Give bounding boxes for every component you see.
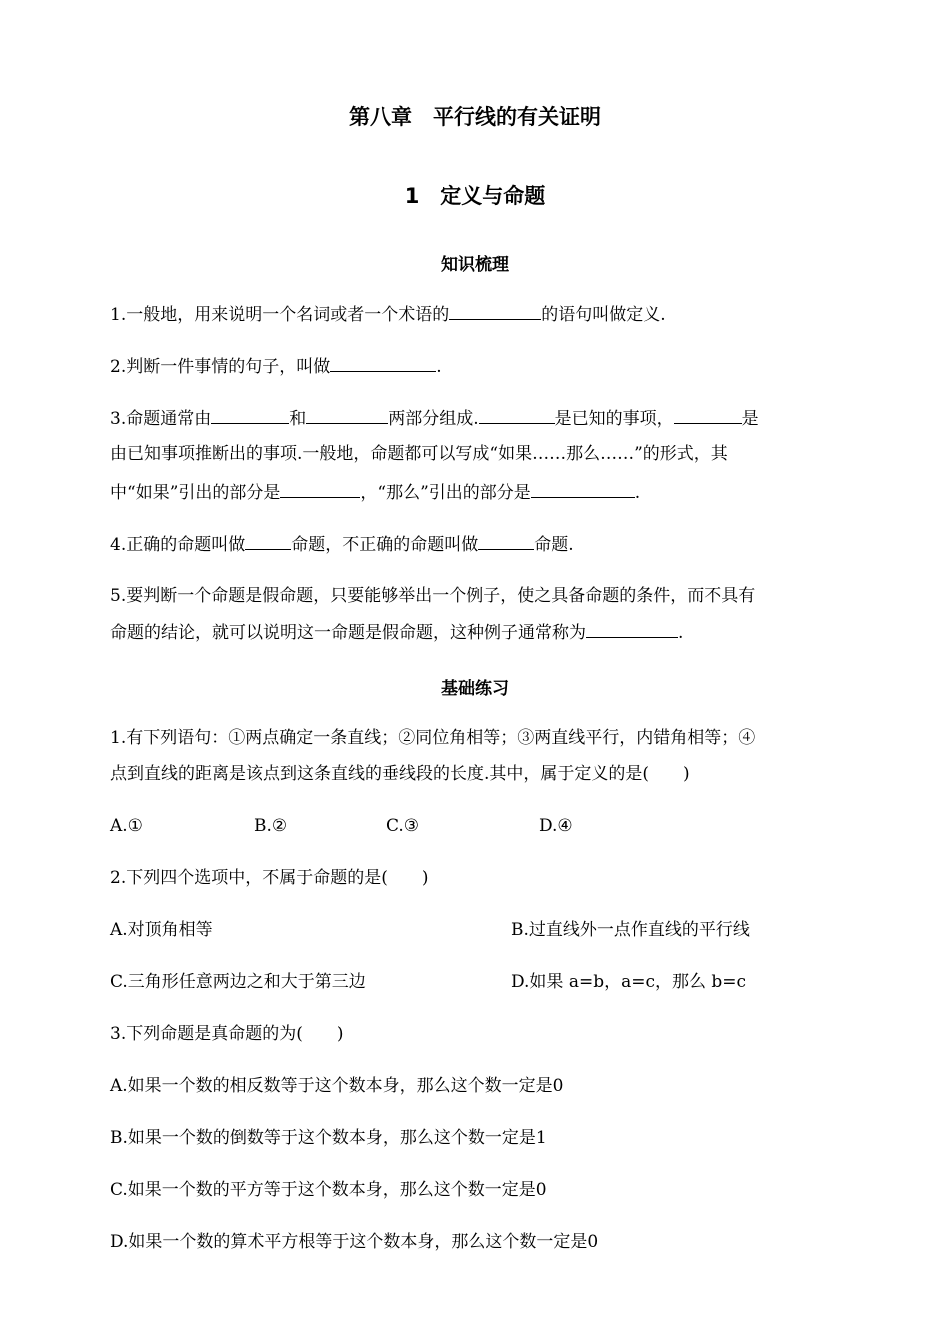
fill-blank[interactable] bbox=[479, 406, 555, 424]
knowledge-q2 bbox=[110, 354, 840, 379]
q4-text: 命题，不正确的命题叫做 bbox=[291, 535, 479, 555]
fill-blank[interactable] bbox=[280, 480, 360, 498]
practice-q1-line1: 1.有下列语句：①两点确定一条直线；②同位角相等；③两直线平行，内错角相等；④ bbox=[110, 728, 756, 748]
option-d[interactable]: D.④ bbox=[539, 816, 573, 836]
option-c[interactable]: C.③ bbox=[386, 816, 420, 836]
fill-blank[interactable] bbox=[245, 532, 291, 550]
option-d[interactable]: D.如果 a=b，a=c，那么 b=c bbox=[511, 972, 747, 992]
option-c[interactable]: C.如果一个数的平方等于这个数本身，那么这个数一定是0 bbox=[110, 1180, 547, 1200]
fill-blank[interactable] bbox=[586, 620, 678, 638]
option-a[interactable]: A.① bbox=[110, 816, 143, 836]
practice-q3-stem: 3.下列命题是真命题的为( ) bbox=[110, 1024, 344, 1044]
fill-blank[interactable] bbox=[449, 302, 541, 320]
knowledge-q3-line2: 由已知事项推断出的事项.一般地，命题都可以写成“如果……那么……”的形式，其 bbox=[110, 444, 728, 464]
fill-blank[interactable] bbox=[478, 532, 534, 550]
knowledge-q3-line1 bbox=[110, 406, 840, 431]
q1-text-b: 的语句叫做定义. bbox=[541, 305, 666, 325]
q4-text: 4.正确的命题叫做 bbox=[110, 535, 246, 555]
option-b[interactable]: B.② bbox=[254, 816, 288, 836]
q3-text: 两部分组成. bbox=[388, 409, 479, 429]
fill-blank[interactable] bbox=[674, 406, 742, 424]
practice-q2-stem: 2.下列四个选项中，不属于命题的是( ) bbox=[110, 868, 429, 888]
q3-text: . bbox=[634, 483, 641, 503]
q5-text: 命题的结论，就可以说明这一命题是假命题，这种例子通常称为 bbox=[110, 623, 586, 643]
q5-text: . bbox=[678, 623, 684, 643]
q3-text: 中“如果”引出的部分是 bbox=[110, 483, 281, 503]
q3-text: 和 bbox=[289, 409, 307, 429]
q4-text: 命题. bbox=[534, 535, 574, 555]
section-heading-practice: 基础练习 bbox=[441, 679, 509, 699]
q3-text: 是 bbox=[741, 409, 759, 429]
section-heading-knowledge: 知识梳理 bbox=[441, 255, 509, 275]
knowledge-q4 bbox=[110, 532, 840, 557]
chapter-title: 第八章 平行线的有关证明 bbox=[349, 105, 601, 129]
option-d[interactable]: D.如果一个数的算术平方根等于这个数本身，那么这个数一定是0 bbox=[110, 1232, 599, 1252]
option-b[interactable]: B.过直线外一点作直线的平行线 bbox=[511, 920, 750, 940]
lesson-title: 1 定义与命题 bbox=[404, 184, 546, 208]
q2-text-a: 2.判断一件事情的句子，叫做 bbox=[110, 357, 331, 377]
option-b[interactable]: B.如果一个数的倒数等于这个数本身，那么这个数一定是1 bbox=[110, 1128, 547, 1148]
knowledge-q3-line3 bbox=[110, 480, 840, 505]
fill-blank[interactable] bbox=[211, 406, 289, 424]
q3-text: 是已知的事项， bbox=[554, 409, 674, 429]
fill-blank[interactable] bbox=[306, 406, 388, 424]
knowledge-q1 bbox=[110, 302, 840, 327]
knowledge-q5-line1: 5.要判断一个命题是假命题，只要能够举出一个例子，使之具备命题的条件，而不具有 bbox=[110, 586, 756, 606]
knowledge-q5-line2 bbox=[110, 620, 840, 645]
practice-q1-line2: 点到直线的距离是该点到这条直线的垂线段的长度.其中，属于定义的是( ) bbox=[110, 764, 690, 784]
option-a[interactable]: A.对顶角相等 bbox=[110, 920, 213, 940]
q3-text: ，“那么”引出的部分是 bbox=[360, 483, 531, 503]
q1-text-a: 1.一般地，用来说明一个名词或者一个术语的 bbox=[110, 305, 450, 325]
q3-text: 3.命题通常由 bbox=[110, 409, 212, 429]
fill-blank[interactable] bbox=[330, 354, 436, 372]
option-a[interactable]: A.如果一个数的相反数等于这个数本身，那么这个数一定是0 bbox=[110, 1076, 564, 1096]
fill-blank[interactable] bbox=[531, 480, 635, 498]
q2-text-b: . bbox=[436, 357, 442, 377]
option-c[interactable]: C.三角形任意两边之和大于第三边 bbox=[110, 972, 366, 992]
